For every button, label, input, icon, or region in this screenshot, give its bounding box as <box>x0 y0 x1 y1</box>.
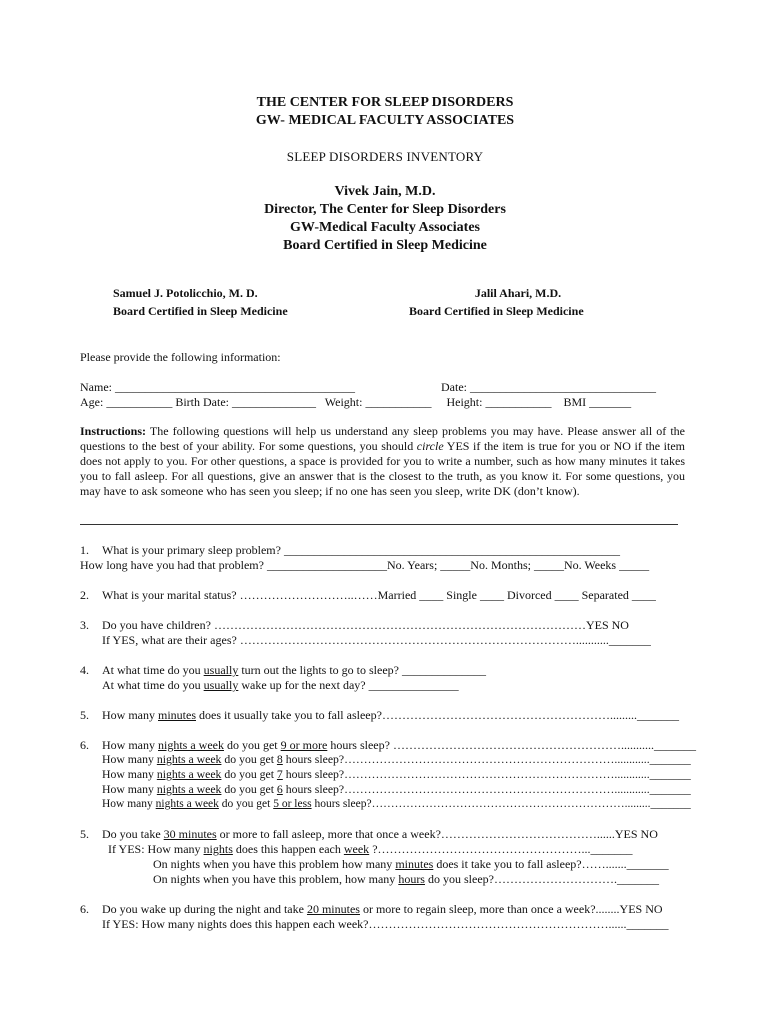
director-cert: Board Certified in Sleep Medicine <box>283 238 487 253</box>
q3-children[interactable]: Do you have children? …………………………………………………………………………………YES NO <box>102 618 629 632</box>
q5b-hours-slept[interactable]: On nights when you have this problem, how many hours do you sleep?…………………………._______ <box>153 872 659 886</box>
q1-duration[interactable]: How long have you had that problem? ____________________No. Years; _____No. Months; _____No. Weeks _____ <box>80 558 650 572</box>
name-field[interactable]: ________________________________________ <box>115 380 355 394</box>
physician-1-cert: Board Certified in Sleep Medicine <box>113 304 288 318</box>
name-label: Name: <box>80 380 112 394</box>
date-label: Date: <box>441 380 467 394</box>
name-row <box>80 380 355 395</box>
q6b-wake-up-night[interactable]: Do you wake up during the night and take 20 minutes or more to regain sleep, more than once a week?........YES NO <box>102 902 663 916</box>
director-title: Director, The Center for Sleep Disorders <box>264 202 506 217</box>
weight-label: Weight: <box>324 395 363 409</box>
q5-minutes-to-sleep[interactable]: How many minutes does it usually take you to fall asleep?…………………………………………………........._______ <box>102 708 679 722</box>
birth-date-field[interactable]: ______________ <box>231 395 316 409</box>
vitals-row <box>80 395 631 410</box>
q1-number: 1. <box>80 543 89 557</box>
instructions-text-2: YES if the item is true for you or NO if the item does not apply to you. For other questions, a space is provided for you to write a number, such as how many minutes it takes you to fall asleep. For all questions, give an answer that is the closest to the truth, as you know it. For some questions, you may have to ask someone who has seen you sleep; if no one has seen you sleep, write DK (don’t know). <box>80 439 686 498</box>
q4-wake-up[interactable]: At what time do you usually wake up for the next day? _______________ <box>102 678 459 692</box>
physician-2-cert: Board Certified in Sleep Medicine <box>409 304 584 318</box>
director-name: Vivek Jain, M.D. <box>334 184 436 199</box>
height-field[interactable]: ___________ <box>485 395 552 409</box>
q3-children-ages[interactable]: If YES, what are their ages? …………………………………………………………………………..........._______ <box>102 633 651 647</box>
bmi-field[interactable]: _______ <box>589 395 632 409</box>
q5b-30-minutes[interactable]: Do you take 30 minutes or more to fall asleep, more that once a week?…………………………………......YES NO <box>102 827 658 841</box>
instructions-text-1: The following questions will help us understand any sleep problems you may have. Please answer all of the questions to the best of your ability. For some questions, you should <box>80 424 685 453</box>
director-org: GW-Medical Faculty Associates <box>289 220 480 235</box>
q5-number: 5. <box>80 708 89 722</box>
q1-text[interactable]: What is your primary sleep problem? ________________________________________________________ <box>102 543 620 557</box>
form-title: SLEEP DISORDERS INVENTORY <box>286 149 484 164</box>
section-divider <box>80 524 678 525</box>
q6-row-9-or-more[interactable]: How many nights a week do you get 9 or more hours sleep? …………………………………………………..........._______ <box>102 738 696 752</box>
birth-date-label: Birth Date: <box>175 395 229 409</box>
q2-number: 2. <box>80 588 89 602</box>
org-name-line1: THE CENTER FOR SLEEP DISORDERS <box>256 95 514 110</box>
q4-number: 4. <box>80 663 89 677</box>
q6b-nights-per-week[interactable]: If YES: How many nights does this happen each week?……………………………………………………......_______ <box>102 917 669 931</box>
physician-2-name: Jalil Ahari, M.D. <box>474 286 562 300</box>
q3-number: 3. <box>80 618 89 632</box>
instructions-paragraph <box>80 424 685 499</box>
q6-row-8[interactable]: How many nights a week do you get 8 hours sleep?……………………………………………………………............_______ <box>102 753 691 766</box>
date-field[interactable]: _______________________________ <box>470 380 656 394</box>
date-row <box>441 380 656 395</box>
q6-row-6[interactable]: How many nights a week do you get 6 hours sleep?……………………………………………………………............_______ <box>102 783 691 796</box>
q6b-number: 6. <box>80 902 89 916</box>
q5b-nights-per-week[interactable]: If YES: How many nights does this happen each week ?……………………………………………..._______ <box>108 842 633 856</box>
age-label: Age: <box>80 395 104 409</box>
weight-field[interactable]: ___________ <box>365 395 432 409</box>
bmi-label: BMI <box>563 395 587 409</box>
q6-row-7[interactable]: How many nights a week do you get 7 hours sleep?……………………………………………………………............_______ <box>102 768 691 781</box>
physician-1-name: Samuel J. Potolicchio, M. D. <box>113 286 258 300</box>
instructions-label: Instructions: <box>80 424 147 438</box>
q6-number: 6. <box>80 738 89 752</box>
info-prompt: Please provide the following information: <box>80 350 281 364</box>
instructions-circle-word: circle <box>416 439 444 453</box>
q5b-minutes-to-sleep[interactable]: On nights when you have this problem how many minutes does it take you to fall asleep?……......._______ <box>153 857 669 871</box>
q6-row-5-or-less[interactable]: How many nights a week do you get 5 or less hours sleep?…………………………………………………………........._______ <box>102 798 691 810</box>
q4-lights-out[interactable]: At what time do you usually turn out the lights to go to sleep? ______________ <box>102 663 486 677</box>
org-name-line2: GW- MEDICAL FACULTY ASSOCIATES <box>255 113 515 128</box>
q2-marital-status[interactable]: What is your marital status? ………………………..……Married ____ Single ____ Divorced ____ Separated ____ <box>102 588 656 602</box>
q5b-number: 5. <box>80 827 89 841</box>
age-field[interactable]: ___________ <box>106 395 173 409</box>
height-label: Height: <box>446 395 483 409</box>
